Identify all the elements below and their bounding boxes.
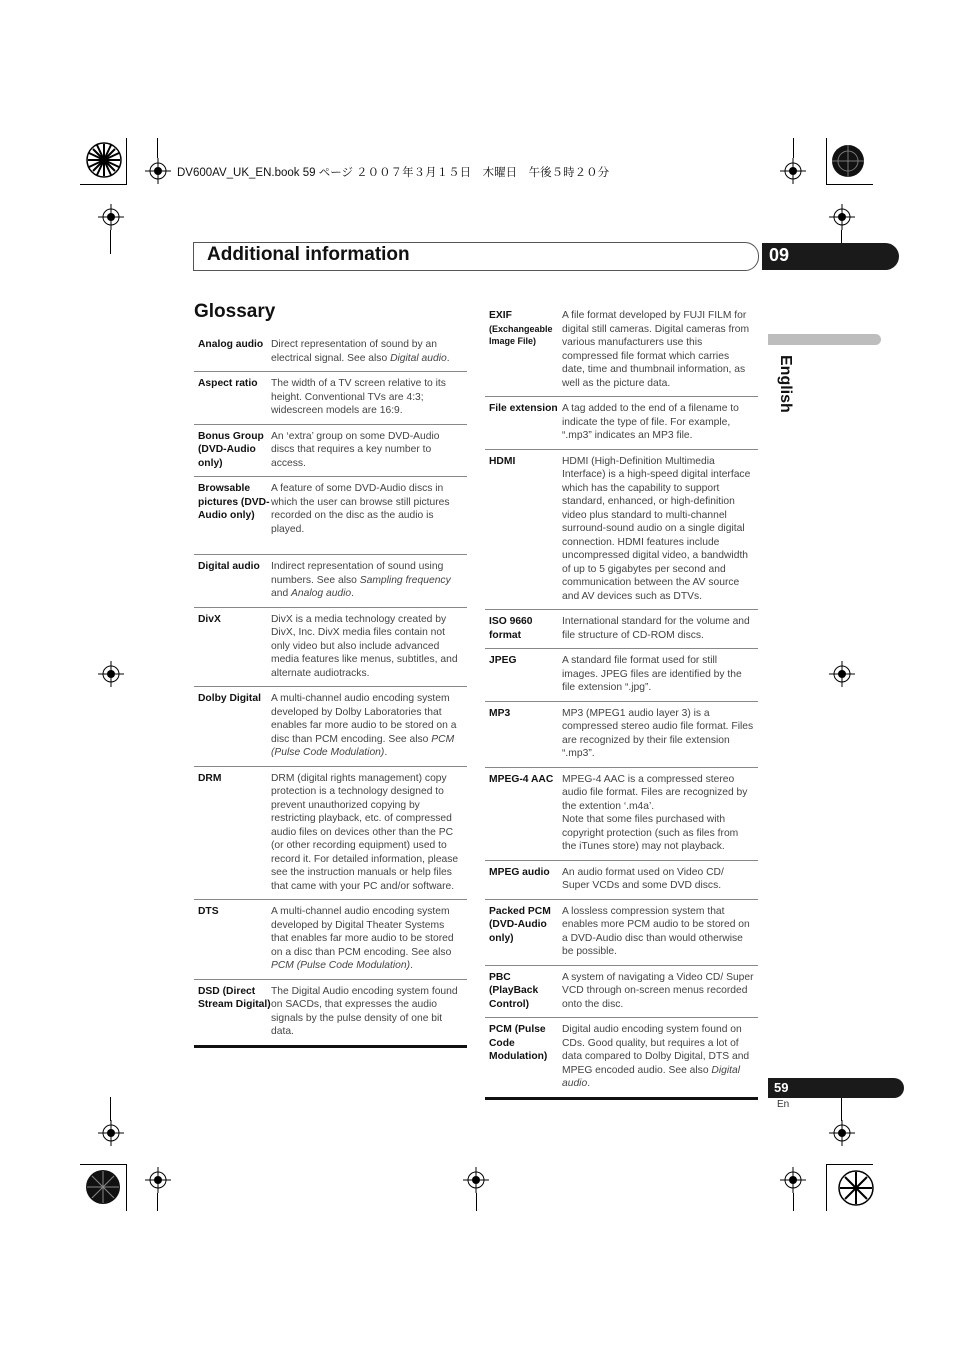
glossary-definition: Indirect representation of sound using numbers. See also Sampling frequency and Analog audio. <box>271 561 451 599</box>
glossary-term: JPEG <box>489 655 517 666</box>
glossary-term: PBC (PlayBack Control) <box>489 971 539 1010</box>
glossary-entry <box>485 304 758 397</box>
glossary-term: Browsable pictures (DVD-Audio only) <box>198 483 270 521</box>
glossary-entry <box>485 966 758 1019</box>
glossary-term: Dolby Digital <box>198 693 261 704</box>
glossary-entry <box>485 1018 758 1100</box>
glossary-definition: A standard file format used for still images. JPEG files are identified by the file extension “.jpg”. <box>562 655 742 693</box>
glossary-definition: A multi-channel audio encoding system developed by Digital Theater Systems that enables far more audio to be stored on a disc than PCM encoding. See also PCM (Pulse Code Modulation). <box>271 906 454 971</box>
glossary-entry <box>194 900 467 980</box>
glossary-definition: A feature of some DVD-Audio discs in which the user can browse still pictures recorded on the disc as the audio is played. <box>271 483 450 535</box>
glossary-definition: MP3 (MPEG1 audio layer 3) is a compressed stereo audio file format. Files are recognized by their file extension “.mp3”. <box>562 707 754 759</box>
glossary-right-column <box>485 304 758 1100</box>
page-number: 59 <box>768 1078 904 1098</box>
glossary-entry <box>194 477 467 555</box>
chapter-title: Additional information <box>207 244 410 265</box>
glossary-entry <box>194 687 467 767</box>
glossary-term: MPEG audio <box>489 866 550 878</box>
language-tab-bar <box>768 334 881 345</box>
glossary-entry <box>485 397 758 450</box>
glossary-term: DRM <box>198 772 222 784</box>
glossary-term: PCM (Pulse Code Modulation) <box>489 1024 548 1062</box>
starburst-mark-icon <box>80 1163 130 1213</box>
glossary-term: Packed PCM (DVD-Audio only) <box>489 905 551 944</box>
glossary-definition: HDMI (High-Definition Multimedia Interface) is a high-speed digital interface which has the capability to support standard, enhanced, or high-definition video plus standard to multi-channel surround-sound audio on a single digital connection. HDMI features include uncompressed digital video, a bandwidth of up to 5 gigabytes per second and communication between the AV source and AV devices such as DTVs. <box>562 455 751 602</box>
crosshair-mark-icon <box>98 661 124 687</box>
glossary-term: DSD (Direct Stream Digital) <box>198 985 271 1010</box>
glossary-left-column <box>194 333 467 1048</box>
glossary-entry <box>194 425 467 478</box>
glossary-term: File extension <box>489 403 558 414</box>
glossary-entry <box>194 372 467 425</box>
page-language: En <box>777 1099 790 1110</box>
crosshair-mark-icon <box>829 661 855 687</box>
glossary-term: MP3 <box>489 707 511 719</box>
glossary-term: DivX <box>198 613 221 625</box>
glossary-definition: DivX is a media technology created by DivX, Inc. DivX media files contain not only video but also include advanced media features like menus, subtitles, and alternate audiotracks. <box>271 613 458 679</box>
glossary-definition: Direct representation of sound by an electrical signal. See also Digital audio. <box>271 339 450 364</box>
glossary-entry <box>194 608 467 688</box>
glossary-definition: DRM (digital rights management) copy protection is a technology designed to prevent unauthorized copying by restricting playback, etc. of compressed audio files on devices other than the PC (or other recording equipment) used to record it. For detailed information, please see the instruction manuals or help files that came with your PC and/or software. <box>271 772 459 892</box>
crosshair-mark-icon <box>463 1167 489 1193</box>
crosshair-mark-icon <box>780 1167 806 1193</box>
glossary-term: EXIF (Exchangeable Image File) <box>489 310 553 346</box>
glossary-definition: Digital audio encoding system found on CDs. Good quality, but requires a lot of data compared to Dolby Digital, DTS and MPEG encoded audio. See also Digital audio. <box>562 1024 750 1089</box>
glossary-definition: The Digital Audio encoding system found on SACDs, that expresses the audio signals by the pulse density of one bit data. <box>271 985 458 1037</box>
crosshair-mark-icon <box>780 158 806 184</box>
glossary-entry <box>485 702 758 768</box>
glossary-entry <box>194 980 467 1048</box>
glossary-entry <box>485 649 758 702</box>
crosshair-mark-icon <box>98 204 124 230</box>
glossary-term: Digital audio <box>198 561 260 572</box>
crosshair-mark-icon <box>145 1167 171 1193</box>
starburst-mark-icon <box>824 140 874 190</box>
starburst-mark-icon <box>824 1163 874 1213</box>
glossary-entry <box>485 768 758 861</box>
crosshair-mark-icon <box>829 1120 855 1146</box>
glossary-definition: A system of navigating a Video CD/ Super VCD through on-screen menus recorded onto the disc. <box>562 971 754 1010</box>
crosshair-mark-icon <box>145 158 171 184</box>
glossary-definition: MPEG-4 AAC is a compressed stereo audio file format. Files are recognized by the extention ‘.m4a’. Note that some files purchased with copyright protection (such as files from the iTunes store) may not playback. <box>562 773 748 852</box>
glossary-definition: An ‘extra’ group on some DVD-Audio discs that requires a key number to access. <box>271 430 440 469</box>
print-header: DV600AV_UK_EN.book 59 ページ ２００７年３月１５日 木曜日 午後５時２０分 <box>177 167 610 179</box>
starburst-mark-icon <box>80 140 130 190</box>
glossary-definition: A tag added to the end of a filename to indicate the type of file. For example, “.mp3” indicates an MP3 file. <box>562 403 739 441</box>
glossary-term: ISO 9660 format <box>489 616 533 641</box>
glossary-entry <box>485 610 758 649</box>
glossary-definition: An audio format used on Video CD/ Super VCDs and some DVD discs. <box>562 866 724 891</box>
section-title: Glossary <box>194 301 276 322</box>
language-tab <box>764 355 804 435</box>
glossary-definition: International standard for the volume and file structure of CD-ROM discs. <box>562 616 750 641</box>
glossary-entry <box>194 767 467 901</box>
glossary-definition: A lossless compression system that enables more PCM audio to be stored on a DVD-Audio disc than would otherwise be possible. <box>562 905 750 957</box>
chapter-number: 09 <box>762 243 899 270</box>
crosshair-mark-icon <box>829 204 855 230</box>
glossary-definition: A multi-channel audio encoding system developed by Dolby Laboratories that enables far more audio to be stored on a disc than PCM encoding. See also PCM (Pulse Code Modulation). <box>271 693 457 758</box>
glossary-term: HDMI <box>489 455 516 467</box>
glossary-term: MPEG-4 AAC <box>489 773 554 785</box>
glossary-definition: A file format developed by FUJI FILM for digital still cameras. Digital cameras from various manufacturers use this compressed file format which carries date, time and thumbnail information, as well as the picture data. <box>562 310 750 389</box>
glossary-entry <box>485 900 758 966</box>
glossary-term: Bonus Group (DVD-Audio only) <box>198 430 264 469</box>
glossary-entry <box>194 555 467 608</box>
glossary-definition: The width of a TV screen relative to its height. Conventional TVs are 4:3; widescreen models are 16:9. <box>271 378 446 416</box>
glossary-entry <box>194 333 467 372</box>
glossary-entry <box>485 861 758 900</box>
glossary-term: Analog audio <box>198 339 264 350</box>
glossary-term: Aspect ratio <box>198 378 258 389</box>
crosshair-mark-icon <box>98 1120 124 1146</box>
glossary-term: DTS <box>198 906 219 917</box>
glossary-entry <box>485 450 758 611</box>
language-tab-label: English <box>777 355 794 413</box>
